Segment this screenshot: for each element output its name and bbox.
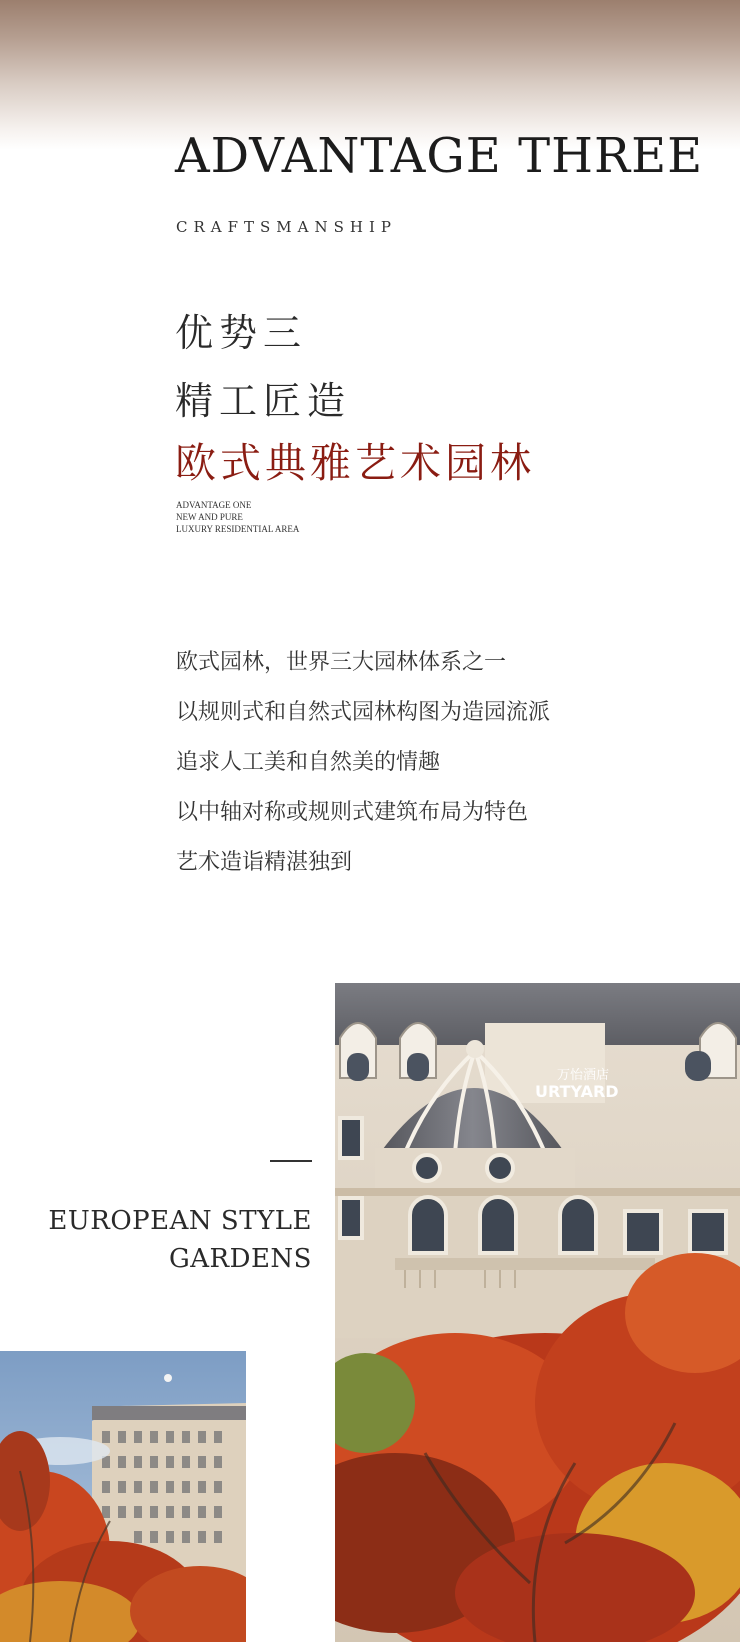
body-paragraph [176, 648, 656, 898]
body-line: 追求人工美和自然美的情趣 [176, 750, 441, 775]
hotel-sign-en: URTYARD [535, 1082, 619, 1101]
heading-craftsmanship: 精工匠造 [175, 379, 352, 423]
hotel-sign-cn: 万怡酒店 [557, 1068, 610, 1083]
small-caption [176, 499, 299, 535]
side-title-line: GARDENS [168, 1244, 312, 1274]
side-title-line: EUROPEAN STYLE [48, 1206, 312, 1236]
residential-tower-photo [0, 1351, 246, 1642]
body-line: 以规则式和自然式园林构图为造园流派 [176, 700, 551, 725]
heading-advantage-number: 优势三 [175, 311, 308, 355]
page-title: ADVANTAGE THREE [175, 128, 704, 184]
body-line: 欧式园林，世界三大园林体系之一 [176, 650, 507, 675]
building-dome-photo [335, 983, 740, 1642]
divider-line [270, 1160, 312, 1162]
caption-line: ADVANTAGE ONE [176, 500, 252, 510]
body-line: 以中轴对称或规则式建筑布局为特色 [176, 800, 529, 825]
heading-european-garden: 欧式典雅艺术园林 [175, 439, 535, 487]
gallery-side-title [48, 1202, 312, 1278]
body-line: 艺术造诣精湛独到 [176, 850, 353, 875]
caption-line: LUXURY RESIDENTIAL AREA [176, 524, 300, 534]
page-subtitle: CRAFTSMANSHIP [176, 218, 397, 236]
caption-line: NEW AND PURE [176, 512, 243, 522]
